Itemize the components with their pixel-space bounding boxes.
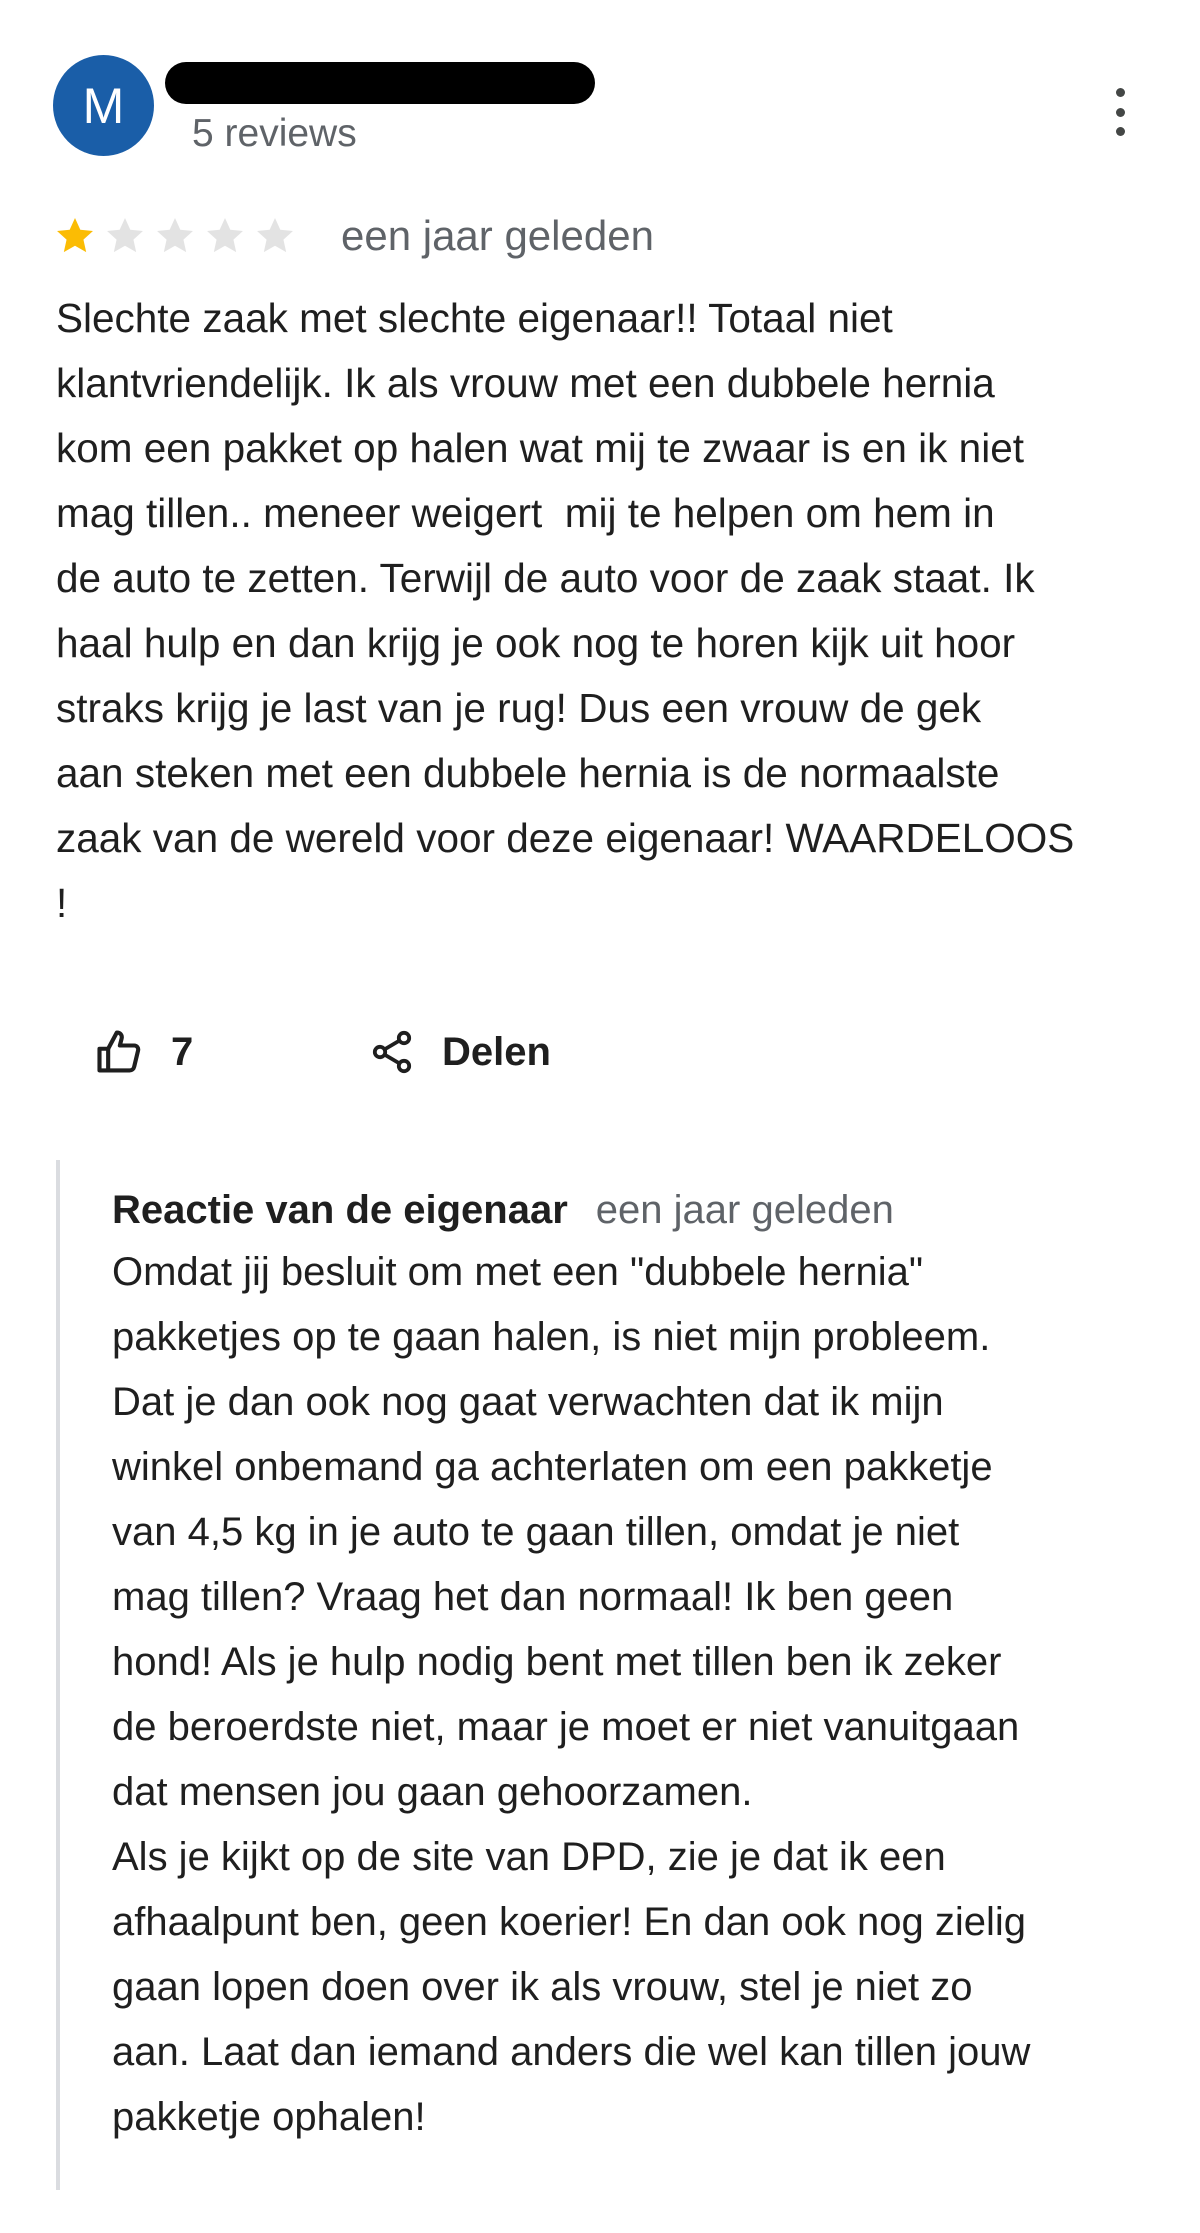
review-text: Slechte zaak met slechte eigenaar!! Totaal niet klantvriendelijk. Ik als vrouw met een dubbele hernia kom een pakket op halen wat mij te zwaar is en ik niet mag tillen.. meneer weigert mij te helpen om hem in de auto te zetten. Terwijl de auto voor de zaak staat. Ik haal hulp en dan krijg je ook nog te horen kijk uit hoor straks krijg je last van je rug! Dus een vrouw de gek aan steken met een dubbele hernia is de normaalste zaak van de wereld voor deze eigenaar! WAARDELOOS !: [56, 295, 1075, 926]
share-button[interactable]: [368, 1028, 551, 1076]
like-count: 7: [171, 1029, 194, 1074]
owner-reply-text: Omdat jij besluit om met een "dubbele hernia" pakketjes op te gaan halen, is niet mijn probleem. Dat je dan ook nog gaat verwachten dat ik mijn winkel onbemand ga achterlaten om een pakketje van 4,5 kg in je auto te gaan tillen, omdat je niet mag tillen? Vraag het dan normaal! Ik ben geen hond! Als je hulp nodig bent met tillen ben ik zeker de beroerdste niet, maar je moet er niet vanuitgaan dat mensen jou gaan gehoorzamen. Als je kijkt op de site van DPD, zie je dat ik een afhaalpunt ben, geen koerier! En dan ook nog zielig gaan lopen doen over ik als vrouw, stel je niet zo aan. Laat dan iemand anders die wel kan tillen jouw pakketje ophalen!: [112, 1250, 1031, 2139]
like-button[interactable]: [93, 1026, 368, 1078]
more-vert-icon-dot: [1116, 127, 1125, 136]
more-vert-icon-dot: [1116, 108, 1125, 117]
share-icon: [368, 1028, 416, 1076]
reviewer-name-redacted: [165, 62, 595, 104]
owner-reply-date: een jaar geleden: [595, 1188, 894, 1232]
avatar[interactable]: [53, 55, 154, 156]
star-empty-icon: [203, 214, 247, 258]
avatar-initial: M: [82, 77, 125, 134]
owner-reply-header: [112, 1188, 894, 1233]
reviewer-review-count[interactable]: 5 reviews: [192, 112, 357, 155]
rating-row: [53, 210, 654, 262]
review-actions: [93, 1022, 551, 1082]
review-date: een jaar geleden: [341, 212, 654, 259]
star-empty-icon: [253, 214, 297, 258]
star-rating: [53, 214, 303, 258]
more-vert-icon: [1116, 88, 1125, 97]
more-options-button[interactable]: [1102, 88, 1138, 136]
owner-reply-author: Reactie van de eigenaar: [112, 1188, 568, 1232]
star-empty-icon: [103, 214, 147, 258]
owner-reply: [56, 1160, 1170, 2190]
thumbs-up-icon: [93, 1026, 145, 1078]
share-label: Delen: [442, 1029, 551, 1074]
star-filled-icon: [53, 214, 97, 258]
star-empty-icon: [153, 214, 197, 258]
